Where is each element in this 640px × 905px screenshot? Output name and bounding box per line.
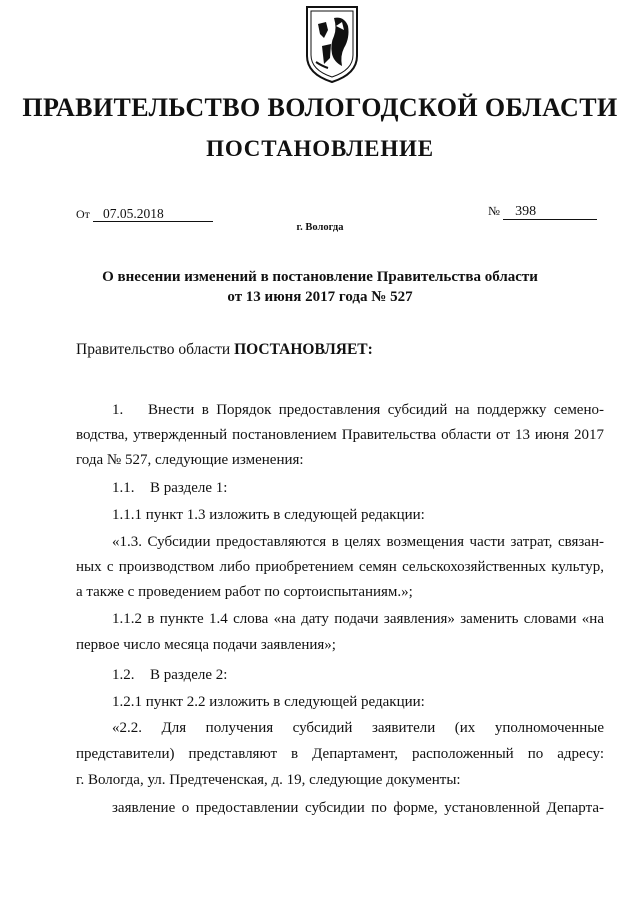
city: г. Вологда — [296, 222, 344, 233]
quote-1-3-line-2: ных с производством либо приобретением семян сельскохозяйственных культур, — [76, 559, 604, 575]
item-1-1-2-line-1: 1.1.2 в пункте 1.4 слова «на дату подачи заявления» заменить словами «на — [112, 611, 604, 627]
document-type: ПОСТАНОВЛЕНИЕ — [206, 136, 434, 161]
last-line: заявление о предоставлении субсидии по форме, установленной Департа- — [112, 800, 604, 816]
quote-1-3-line-3: а также с проведением работ по сортоиспытаниям.»; — [76, 584, 413, 600]
item-1-line-3: года № 527, следующие изменения: — [76, 452, 304, 468]
preamble — [76, 341, 373, 359]
number-value: 398 — [503, 204, 597, 220]
document-title — [60, 267, 580, 307]
item-1-1-2-line-2: первое число месяца подачи заявления»; — [76, 637, 336, 653]
preamble-bold: ПОСТАНОВЛЯЕТ: — [234, 341, 373, 358]
item-1-2-1: 1.2.1 пункт 2.2 изложить в следующей редакции: — [112, 694, 425, 710]
coat-of-arms-icon — [304, 4, 360, 84]
document-date — [76, 206, 213, 222]
item-1-line-1: Внести в Порядок предоставления субсидий на поддержку семено- — [148, 402, 604, 418]
item-1-1-text: В разделе 1: — [150, 480, 228, 496]
quote-2-2-line-3: г. Вологда, ул. Предтеченская, д. 19, следующие документы: — [76, 772, 461, 788]
quote-1-3-line-1: «1.3. Субсидии предоставляются в целях возмещения части затрат, связан- — [112, 534, 604, 550]
quote-2-2-line-2: представители) представляют в Департамент, расположенный по адресу: — [76, 746, 604, 762]
item-1-line-2: водства, утвержденный постановлением Правительства области от 13 июня 2017 — [76, 427, 604, 443]
title-line-2: от 13 июня 2017 года № 527 — [227, 289, 413, 305]
item-1-1-1: 1.1.1 пункт 1.3 изложить в следующей редакции: — [112, 507, 425, 523]
preamble-text: Правительство области — [76, 341, 231, 358]
item-1-2-text: В разделе 2: — [150, 667, 228, 683]
quote-2-2-line-1: «2.2. Для получения субсидий заявители (их уполномоченные — [112, 720, 604, 736]
date-value: 07.05.2018 — [93, 206, 213, 222]
title-line-1: О внесении изменений в постановление Правительства области — [102, 269, 538, 285]
item-1-number: 1. — [112, 402, 124, 418]
organization-name: ПРАВИТЕЛЬСТВО ВОЛОГОДСКОЙ ОБЛАСТИ — [22, 93, 618, 122]
document-number — [488, 204, 597, 220]
date-prefix: От — [76, 207, 90, 221]
item-1-1-number: 1.1. — [112, 480, 135, 496]
item-1-2-number: 1.2. — [112, 667, 135, 683]
number-prefix: № — [488, 204, 500, 218]
